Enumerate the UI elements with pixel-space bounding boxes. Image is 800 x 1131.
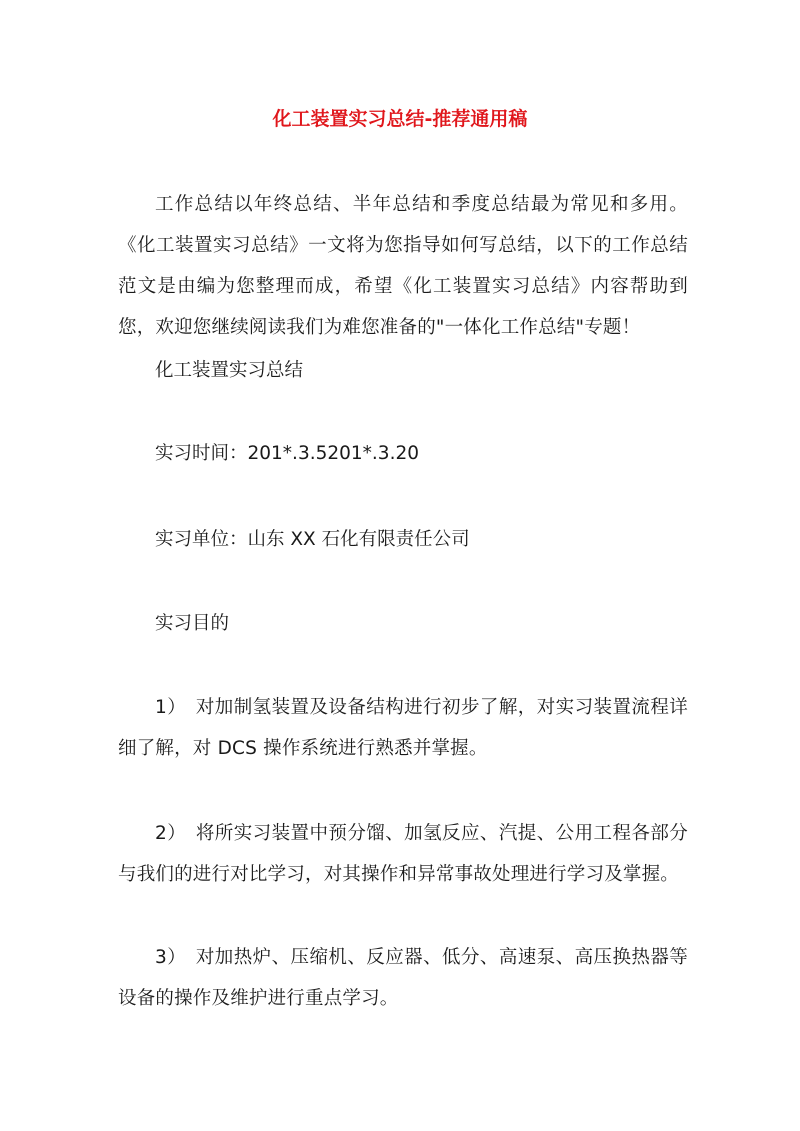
practice-unit: 实习单位：山东 XX 石化有限责任公司 (155, 529, 470, 550)
practice-time: 实习时间：201*.3.5201*.3.20 (155, 443, 419, 464)
purpose-item-2: 2） 将所实习装置中预分馏、加氢反应、汽提、公用工程各部分与我们的进行对比学习，对其操作和异常事故处理进行学习及掌握。 (118, 823, 688, 885)
document-title: 化工装置实习总结-推荐通用稿 (272, 108, 528, 130)
purpose-item-1: 1） 对加制氢装置及设备结构进行初步了解，对实习装置流程详细了解，对 DCS 操作系统进行熟悉并掌握。 (118, 697, 688, 759)
purpose-heading: 实习目的 (155, 613, 230, 634)
doc-heading: 化工装置实习总结 (155, 360, 304, 381)
intro-paragraph: 工作总结以年终总结、半年总结和季度总结最为常见和多用。《化工装置实习总结》一文将为您指导如何写总结，以下的工作总结范文是由编为您整理而成，希望《化工装置实习总结》内容帮助到您，欢迎您继续阅读我们为难您准备的"一体化工作总结"专题！ (118, 194, 688, 338)
purpose-item-3: 3） 对加热炉、压缩机、反应器、低分、高速泵、高压换热器等设备的操作及维护进行重点学习。 (118, 947, 688, 1009)
